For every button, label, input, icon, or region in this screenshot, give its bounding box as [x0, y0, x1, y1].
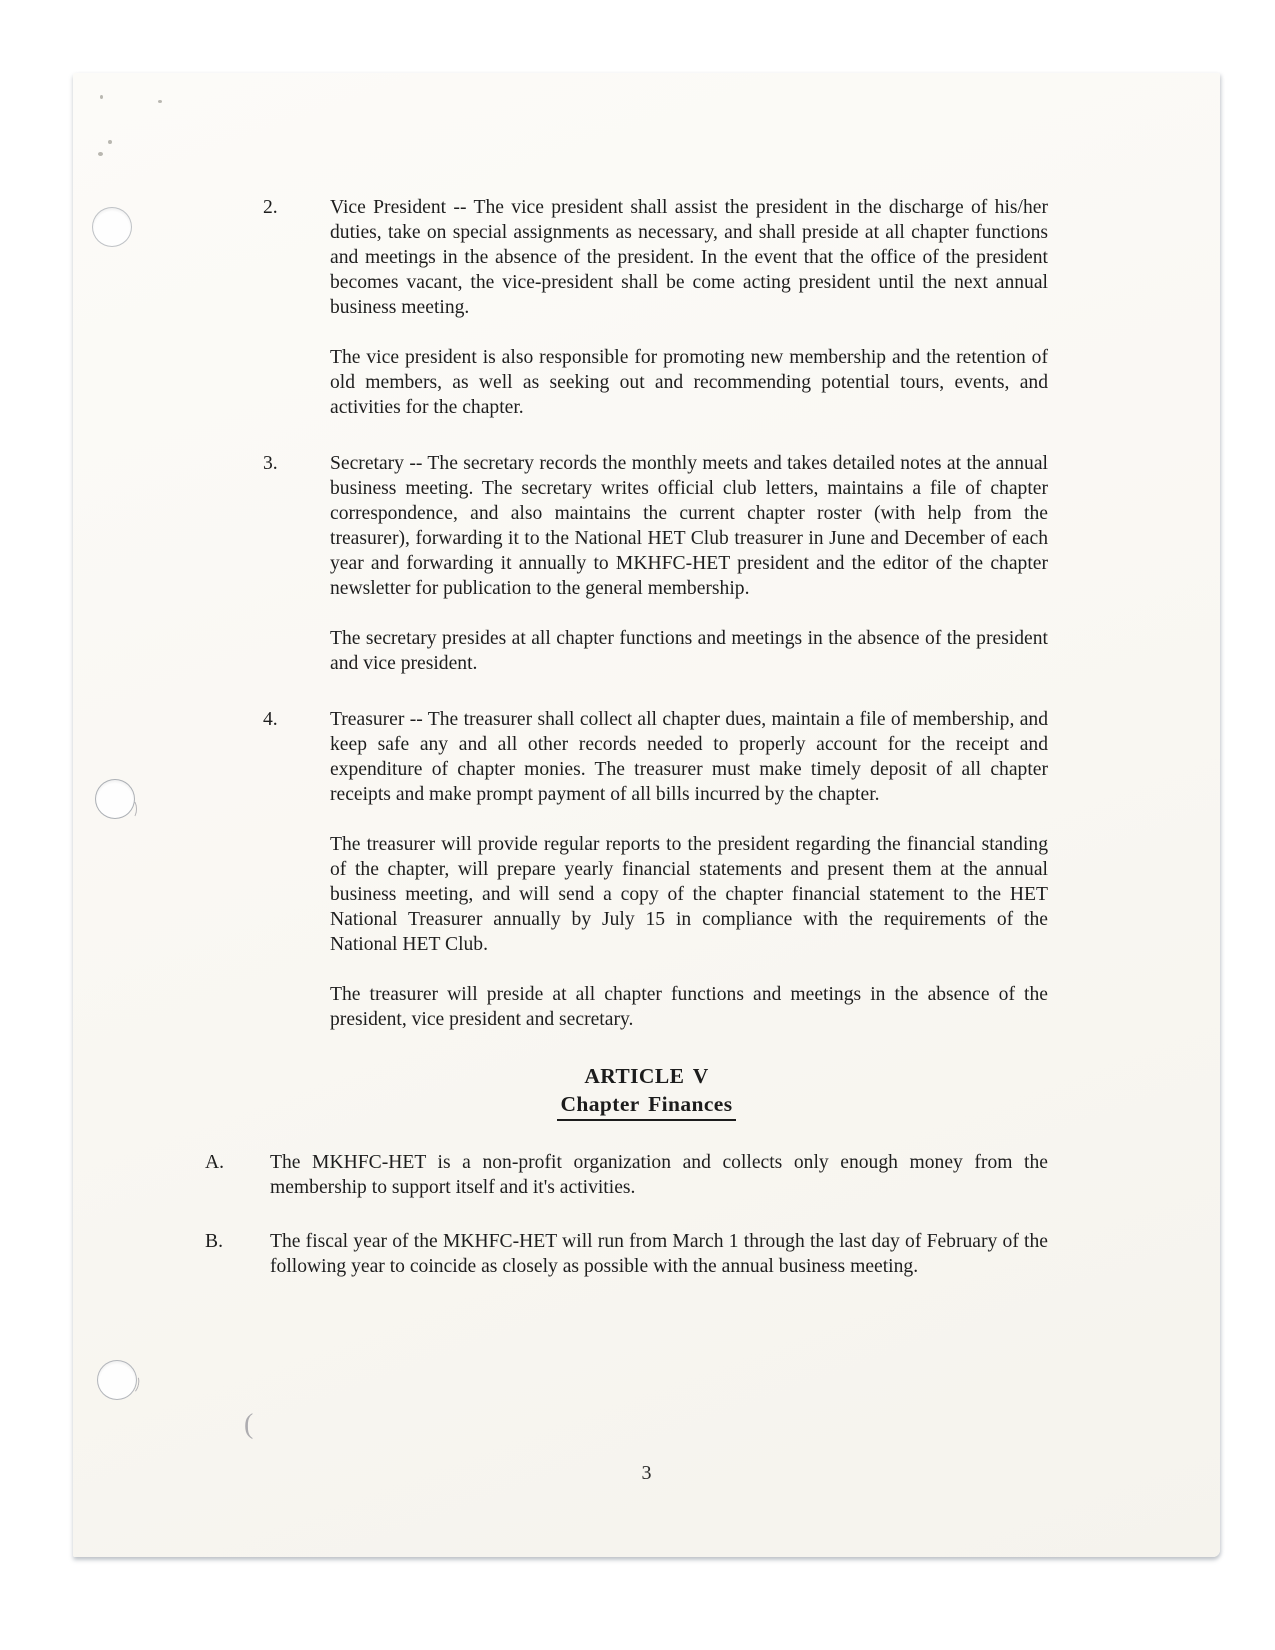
- item-body: [270, 1150, 1048, 1200]
- article-subtitle: [73, 1090, 1220, 1121]
- list-item-secretary: [263, 451, 1048, 676]
- list-item-b: [205, 1229, 1048, 1279]
- paragraph: The vice president is also responsible for promoting new membership and the retention of old members, as well as seeking out and recommending potential tours, events, and activities for the chapter.: [330, 347, 1048, 418]
- item-body: [270, 1229, 1048, 1279]
- item-marker: A.: [205, 1152, 225, 1173]
- paragraph: Treasurer -- The treasurer shall collect all chapter dues, maintain a file of membership, and keep safe any and all other records needed to properly account for the receipt and expenditure of chapter monies. The treasurer must make timely deposit of all chapter receipts and make prompt payment of all bills incurred by the chapter.: [330, 709, 1048, 805]
- paragraph: The MKHFC-HET is a non-profit organization and collects only enough money from the membership to support itself and it's activities.: [270, 1152, 1048, 1198]
- article-title: ARTICLE V: [584, 1064, 709, 1088]
- lettered-list: [73, 1150, 1220, 1279]
- item-marker: 2.: [263, 197, 278, 218]
- item-marker: 3.: [263, 453, 278, 474]
- page-number: 3: [641, 1462, 652, 1484]
- article-subtitle-text: Chapter Finances: [557, 1090, 735, 1121]
- document-body: [73, 73, 1220, 1279]
- list-item-a: [205, 1150, 1048, 1200]
- paragraph: Secretary -- The secretary records the monthly meets and takes detailed notes at the annual business meeting. The secretary writes official club letters, maintains a file of chapter correspondence, and also maintains the current chapter roster (with help from the treasurer), forwarding it to the National HET Club treasurer in June and December of each year and forwarding it annually to MKHFC-HET president and the editor of the chapter newsletter for publication to the general membership.: [330, 453, 1048, 599]
- paragraph: Vice President -- The vice president shall assist the president in the discharge of his/her duties, take on special assignments as necessary, and shall preside at all chapter functions and meetings in the absence of the president. In the event that the office of the president becomes vacant, the vice-president shall be come acting president until the next annual business meeting.: [330, 197, 1048, 318]
- paragraph: The treasurer will preside at all chapter functions and meetings in the absence of the president, vice president and secretary.: [330, 984, 1048, 1030]
- item-body: [330, 195, 1048, 420]
- item-body: [330, 451, 1048, 676]
- article-heading: [73, 1062, 1220, 1121]
- pen-mark-paren: (: [244, 1409, 254, 1440]
- list-item-vice-president: [263, 195, 1048, 420]
- list-item-treasurer: [263, 707, 1048, 1032]
- document-page: [73, 73, 1220, 1557]
- item-body: [330, 707, 1048, 1032]
- item-marker: B.: [205, 1231, 223, 1252]
- paragraph: The fiscal year of the MKHFC-HET will run from March 1 through the last day of February of the following year to coincide as closely as possible with the annual business meeting.: [270, 1231, 1048, 1277]
- numbered-list: [73, 195, 1220, 1032]
- item-marker: 4.: [263, 709, 278, 730]
- paragraph: The secretary presides at all chapter functions and meetings in the absence of the president and vice president.: [330, 628, 1048, 674]
- paragraph: The treasurer will provide regular reports to the president regarding the financial standing of the chapter, will prepare yearly financial statements and present them at the annual business meeting, and will send a copy of the chapter financial statement to the HET National Treasurer annually by July 15 in compliance with the requirements of the National HET Club.: [330, 834, 1048, 955]
